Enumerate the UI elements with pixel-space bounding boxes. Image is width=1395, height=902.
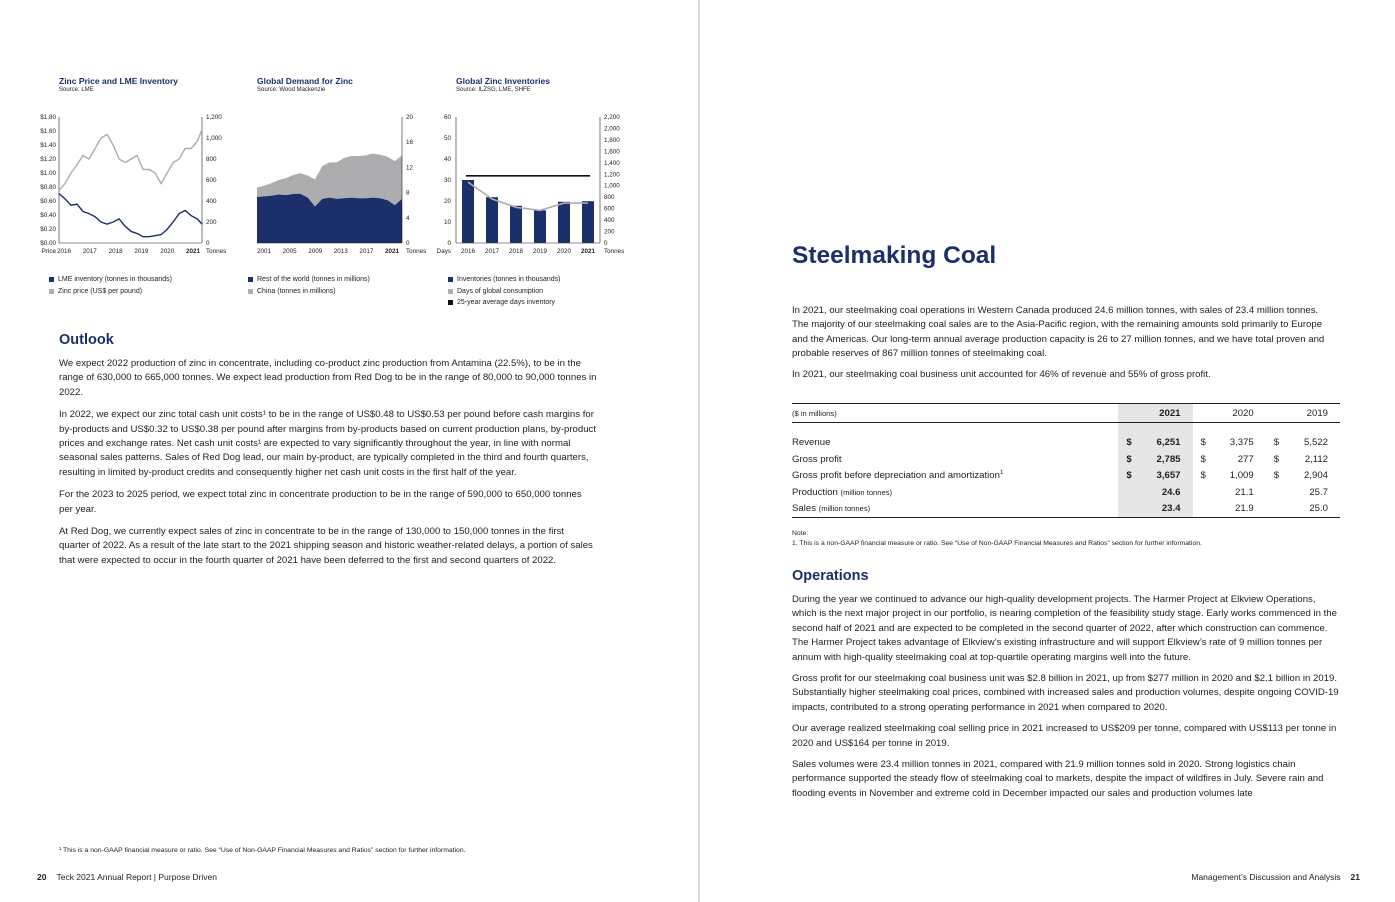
zinc-inventories-chart bbox=[436, 76, 636, 316]
x-tick-label: 2001 bbox=[256, 248, 272, 255]
operations-paragraph: During the year we continued to advance our high-quality development projects. The Harmer Project at Elkview Operations, which is the next major project in our portfolio, is nearing completion of the feasibility study stage. Early works commenced in the second half of 2021 and are expected to be completed in the second quarter of 2022, after which construction can commence. The Harmer Project takes advantage of Elkview’s existing infrastructure and will support Elkview’s rate of 9 million tonnes per annum with high-quality steelmaking coal at top-quartile operating margins well into the future. bbox=[792, 594, 1337, 663]
currency-symbol: $ bbox=[1273, 453, 1280, 465]
outlook-body bbox=[59, 357, 597, 576]
y-tick-label: 200 bbox=[206, 219, 217, 226]
y-tick-label: 20 bbox=[443, 198, 451, 205]
legend-swatch bbox=[248, 277, 253, 282]
empty-cell bbox=[1266, 501, 1288, 518]
y-tick-label: 40 bbox=[443, 156, 451, 163]
y-tick-label: 60 bbox=[443, 114, 451, 121]
legend-swatch bbox=[248, 289, 253, 294]
axis-label: Tonnes bbox=[206, 248, 227, 255]
legend-item bbox=[248, 274, 370, 286]
x-tick-label: 2019 bbox=[532, 248, 548, 255]
table-cell: 21.1 bbox=[1235, 486, 1254, 498]
y-tick-label: $1.20 bbox=[40, 156, 56, 163]
footer-text: Teck 2021 Annual Report | Purpose Driven bbox=[56, 872, 217, 882]
table-cell: 277 bbox=[1237, 453, 1254, 465]
currency-symbol: $ bbox=[1200, 436, 1206, 448]
y-tick-label: $1.60 bbox=[40, 128, 56, 135]
y-tick-label: 2,200 bbox=[604, 114, 620, 121]
chart-title: Global Demand for Zinc bbox=[257, 76, 353, 86]
x-tick-label: 2021 bbox=[580, 248, 596, 255]
table-row bbox=[792, 423, 1340, 452]
y-tick-label: 8 bbox=[406, 189, 410, 197]
outlook-paragraph: We expect 2022 production of zinc in concentrate, including co-product zinc production from Antamina (22.5%), to be in the range of 630,000 to 665,000 tonnes. We expect lead production from Red Dog to be in the range of 80,000 to 90,000 tonnes in 2022. bbox=[59, 358, 597, 398]
y-tick-label: 1,200 bbox=[206, 114, 222, 121]
table-note bbox=[792, 529, 1202, 549]
page-number: 20 bbox=[37, 872, 47, 882]
y-tick-label: 200 bbox=[604, 228, 615, 236]
footnote-marker: 1 bbox=[999, 470, 1004, 477]
inventory-bar bbox=[582, 201, 594, 243]
y-tick-label: 30 bbox=[443, 177, 451, 184]
table-row bbox=[792, 484, 1340, 501]
legend-label: LME inventory (tonnes in thousands) bbox=[58, 276, 173, 284]
table-row bbox=[792, 468, 1340, 485]
outlook-paragraph: At Red Dog, we currently expect sales of zinc in concentrate to be in the range of 130,000 to 150,000 tonnes in the first quarter of 2022. As a result of the late start to the 2021 shipping season and historic weather-related delays, a portion of sales that were expected to occur in the fourth quarter of 2021 have been deferred to the first and second quarters of 2022. bbox=[59, 526, 593, 566]
table-cell: 3,657 bbox=[1140, 468, 1192, 485]
intro-paragraph: In 2021, our steelmaking coal business unit accounted for 46% of revenue and 55% of gross profit. bbox=[792, 368, 1211, 380]
footnote: ¹ This is a non-GAAP financial measure or ratio. See “Use of Non-GAAP Financial Measures and Ratios” section for further information. bbox=[59, 847, 466, 854]
y-tick-label: $0.00 bbox=[40, 240, 56, 247]
row-label bbox=[792, 468, 1118, 485]
chart-title: Global Zinc Inventories bbox=[456, 76, 550, 86]
x-tick-label: 2017 bbox=[359, 248, 374, 255]
financial-table bbox=[792, 403, 1340, 518]
table-cell: 25.0 bbox=[1287, 501, 1340, 518]
row-unit: (million tonnes) bbox=[840, 487, 893, 497]
outlook-paragraph: In 2022, we expect our zinc total cash unit costs¹ to be in the range of US$0.48 to US$0.53 per pound before cash margins for by-products and US$0.32 to US$0.38 per pound after margins from by-products based on current production plans, by-product prices and exchange rates. Net cash unit costs¹ are expected to vary significantly throughout the year, in line with normal seasonal sales patterns. Sales of Red Dog lead, our main by-product, are typically completed in the third and fourth quarters, resulting in limited by-product credits and consequently higher net cash unit costs in the first half of the year. bbox=[59, 409, 597, 478]
y-tick-label: 0 bbox=[206, 240, 210, 247]
y-tick-label: $1.40 bbox=[40, 142, 56, 149]
inventory-bar bbox=[486, 197, 498, 243]
table-row bbox=[792, 451, 1340, 468]
x-tick-label: 2013 bbox=[333, 248, 348, 255]
inventory-bar bbox=[510, 206, 522, 243]
y-tick-label: 600 bbox=[206, 177, 217, 184]
row-label-text: Sales bbox=[792, 503, 816, 515]
row-label: Revenue bbox=[792, 436, 831, 448]
legend-swatch bbox=[448, 300, 453, 305]
section-heading: Steelmaking Coal bbox=[792, 242, 997, 269]
x-tick-label: 2021 bbox=[185, 248, 201, 255]
empty-cell bbox=[1193, 484, 1215, 501]
currency-symbol: $ bbox=[1200, 453, 1206, 465]
legend-label: 25-year average days inventory bbox=[457, 299, 556, 307]
empty-cell bbox=[1118, 501, 1140, 518]
legend-swatch bbox=[448, 277, 453, 282]
y-tick-label: $1.80 bbox=[40, 114, 56, 121]
row-label: Gross profit bbox=[792, 453, 842, 465]
lme-inventory-line bbox=[59, 194, 202, 237]
legend-item bbox=[448, 274, 561, 286]
footer-text: Management’s Discussion and Analysis bbox=[1191, 872, 1341, 882]
legend-label: Days of global consumption bbox=[457, 287, 543, 295]
legend-item bbox=[448, 297, 561, 309]
x-tick-label: 2021 bbox=[384, 248, 400, 255]
row-unit: (million tonnes) bbox=[818, 504, 871, 514]
year-label: 2021 bbox=[1159, 407, 1181, 419]
y-tick-label: 1,000 bbox=[206, 135, 222, 142]
empty-cell bbox=[1118, 484, 1140, 501]
x-tick-label: 2016 bbox=[460, 248, 476, 255]
chart-legend bbox=[248, 274, 370, 297]
inventory-bar bbox=[534, 210, 546, 243]
y-tick-label: 4 bbox=[406, 214, 410, 222]
legend-item bbox=[248, 286, 370, 298]
y-tick-label: 1,800 bbox=[604, 136, 620, 144]
table-cell: 25.7 bbox=[1309, 486, 1328, 498]
table-cell: 2,112 bbox=[1304, 453, 1328, 465]
empty-cell bbox=[1193, 501, 1215, 518]
legend-swatch bbox=[49, 277, 54, 282]
table-cell: 2,785 bbox=[1140, 451, 1192, 468]
note-label: Note: bbox=[792, 530, 809, 537]
y-tick-label: $0.20 bbox=[40, 226, 56, 233]
x-tick-label: 2020 bbox=[556, 248, 572, 255]
y-tick-label: 20 bbox=[406, 114, 414, 121]
chart-source: Source: Wood Mackenzie bbox=[257, 87, 326, 93]
operations-body bbox=[792, 593, 1340, 808]
axis-label: Price bbox=[41, 248, 56, 255]
y-tick-label: 1,200 bbox=[604, 171, 620, 179]
chart-source: Source: ILZSG, LME, SHFE bbox=[456, 87, 531, 93]
table-cell: 23.4 bbox=[1140, 501, 1192, 518]
table-unit-label: ($ in millions) bbox=[792, 404, 1118, 423]
x-tick-label: 2018 bbox=[508, 248, 524, 255]
y-tick-label: 800 bbox=[604, 194, 615, 202]
row-label bbox=[792, 501, 1118, 518]
legend-item bbox=[49, 274, 172, 286]
right-page bbox=[700, 0, 1395, 902]
axis-label: Tonnes bbox=[604, 248, 625, 255]
page-footer bbox=[37, 872, 217, 882]
legend-label: China (tonnes in millions) bbox=[257, 287, 336, 295]
year-label: 2019 bbox=[1306, 407, 1328, 419]
y-tick-label: 1,600 bbox=[604, 148, 620, 156]
y-tick-label: 0 bbox=[604, 240, 608, 247]
legend-item bbox=[49, 286, 172, 298]
note-item: 1. This is a non-GAAP financial measure or ratio. See “Use of Non-GAAP Financial Measures and Ratios” section for further information. bbox=[792, 540, 1202, 547]
axis-label: Tonnes bbox=[406, 248, 427, 255]
zinc-price-line bbox=[59, 130, 202, 191]
rest-of-world-demand-area bbox=[257, 194, 402, 243]
axis-label: Days bbox=[436, 248, 451, 255]
y-tick-label: 0 bbox=[406, 240, 410, 247]
legend-label: Rest of the world (tonnes in millions) bbox=[257, 276, 370, 284]
x-tick-label: 2017 bbox=[484, 248, 500, 255]
outlook-heading: Outlook bbox=[59, 332, 114, 348]
y-tick-label: 400 bbox=[604, 217, 615, 225]
currency-symbol: $ bbox=[1118, 423, 1140, 452]
y-tick-label: $0.80 bbox=[40, 184, 56, 191]
table-cell: 5,522 bbox=[1303, 436, 1328, 448]
y-tick-label: 0 bbox=[447, 240, 451, 247]
legend-label: Zinc price (US$ per pound) bbox=[58, 287, 143, 295]
row-label bbox=[792, 484, 1118, 501]
year-header bbox=[1266, 404, 1340, 423]
y-tick-label: 50 bbox=[443, 135, 451, 142]
operations-heading: Operations bbox=[792, 568, 869, 584]
intro-paragraph: In 2021, our steelmaking coal operations in Western Canada produced 24.6 million tonnes, with sales of 23.4 million tonnes. The majority of our steelmaking coal sales are to the Asia-Pacific region, with the remaining amounts sold primarily to Europe and the Americas. Our long-term annual average production capacity is 26 to 27 million tonnes, and we have total proven and probable reserves of 867 million tonnes of steelmaking coal. bbox=[792, 305, 1325, 360]
year-header bbox=[1118, 404, 1192, 423]
y-tick-label: 2,000 bbox=[604, 125, 620, 133]
currency-symbol: $ bbox=[1273, 436, 1280, 448]
chart-source: Source: LME bbox=[59, 87, 94, 93]
x-tick-label: 2018 bbox=[108, 248, 123, 255]
table-cell: 21.9 bbox=[1214, 501, 1266, 518]
year-header bbox=[1193, 404, 1266, 423]
chart-legend bbox=[448, 274, 561, 309]
inventory-bar bbox=[558, 202, 570, 243]
y-tick-label: 1,400 bbox=[604, 159, 620, 167]
y-tick-label: $0.60 bbox=[40, 198, 56, 205]
currency-symbol: $ bbox=[1200, 470, 1206, 482]
operations-paragraph: Our average realized steelmaking coal selling price in 2021 increased to US$209 per tonne, compared with US$113 per tonne in 2020 and US$164 per tonne in 2019. bbox=[792, 723, 1337, 749]
chart-title: Zinc Price and LME Inventory bbox=[59, 76, 179, 86]
table-cell: 6,251 bbox=[1140, 423, 1192, 452]
y-tick-label: 600 bbox=[604, 205, 615, 213]
currency-symbol: $ bbox=[1273, 470, 1280, 482]
currency-symbol: $ bbox=[1118, 451, 1140, 468]
y-tick-label: 1,000 bbox=[604, 182, 620, 190]
year-label: 2020 bbox=[1232, 407, 1254, 419]
y-tick-label: $1.00 bbox=[40, 170, 56, 177]
table-cell: 3,375 bbox=[1229, 436, 1254, 448]
y-tick-label: 12 bbox=[406, 164, 414, 172]
x-tick-label: 2005 bbox=[282, 248, 297, 255]
table-header-row bbox=[792, 404, 1340, 423]
outlook-paragraph: For the 2023 to 2025 period, we expect total zinc in concentrate production to be in the range of 590,000 to 650,000 tonnes per year. bbox=[59, 489, 582, 515]
intro-body bbox=[792, 304, 1332, 388]
legend-swatch bbox=[448, 289, 453, 294]
table-cell: 1,009 bbox=[1229, 470, 1254, 482]
page-footer bbox=[1191, 872, 1360, 882]
x-tick-label: 2017 bbox=[82, 248, 97, 255]
legend-item bbox=[448, 286, 561, 298]
table-cell: 2,904 bbox=[1303, 470, 1328, 482]
y-tick-label: 400 bbox=[206, 198, 217, 205]
currency-symbol: $ bbox=[1118, 468, 1140, 485]
x-tick-label: 2019 bbox=[134, 248, 149, 255]
table-cell: 24.6 bbox=[1140, 484, 1192, 501]
x-tick-label: 2020 bbox=[160, 248, 175, 255]
row-label-text: Gross profit before depreciation and amortization bbox=[792, 470, 1000, 482]
zinc-demand-chart bbox=[257, 76, 437, 301]
operations-paragraph: Sales volumes were 23.4 million tonnes in 2021, compared with 21.9 million tonnes sold in 2020. Strong logistics chain performance supported the steady flow of steelmaking coal to markets, despite the impact of wildfires in July. Severe rain and flooding events in November and extreme cold in December impacted our sales and production volumes late bbox=[792, 759, 1324, 799]
legend-swatch bbox=[49, 289, 54, 294]
empty-cell bbox=[1266, 484, 1288, 501]
chart-legend bbox=[49, 274, 172, 297]
x-tick-label: 2009 bbox=[308, 248, 323, 255]
y-tick-label: 800 bbox=[206, 156, 217, 163]
y-tick-label: 10 bbox=[443, 219, 451, 226]
zinc-price-chart bbox=[40, 76, 249, 301]
legend-label: Inventories (tonnes in thousands) bbox=[457, 276, 561, 284]
table-row bbox=[792, 501, 1340, 518]
row-label-text: Production bbox=[792, 486, 838, 498]
page-number: 21 bbox=[1350, 872, 1360, 882]
operations-paragraph: Gross profit for our steelmaking coal business unit was $2.8 billion in 2021, up from $277 million in 2020 and $2.1 billion in 2019. Substantially higher steelmaking coal prices, combined with increased sales and production volumes, despite ongoing COVID-19 impacts, contributed to a strong operating performance in 2021 when compared to 2020. bbox=[792, 673, 1339, 713]
inventory-bar bbox=[462, 180, 474, 243]
y-tick-label: 16 bbox=[406, 139, 414, 147]
y-tick-label: $0.40 bbox=[40, 212, 56, 219]
x-tick-label: 2016 bbox=[56, 248, 72, 255]
